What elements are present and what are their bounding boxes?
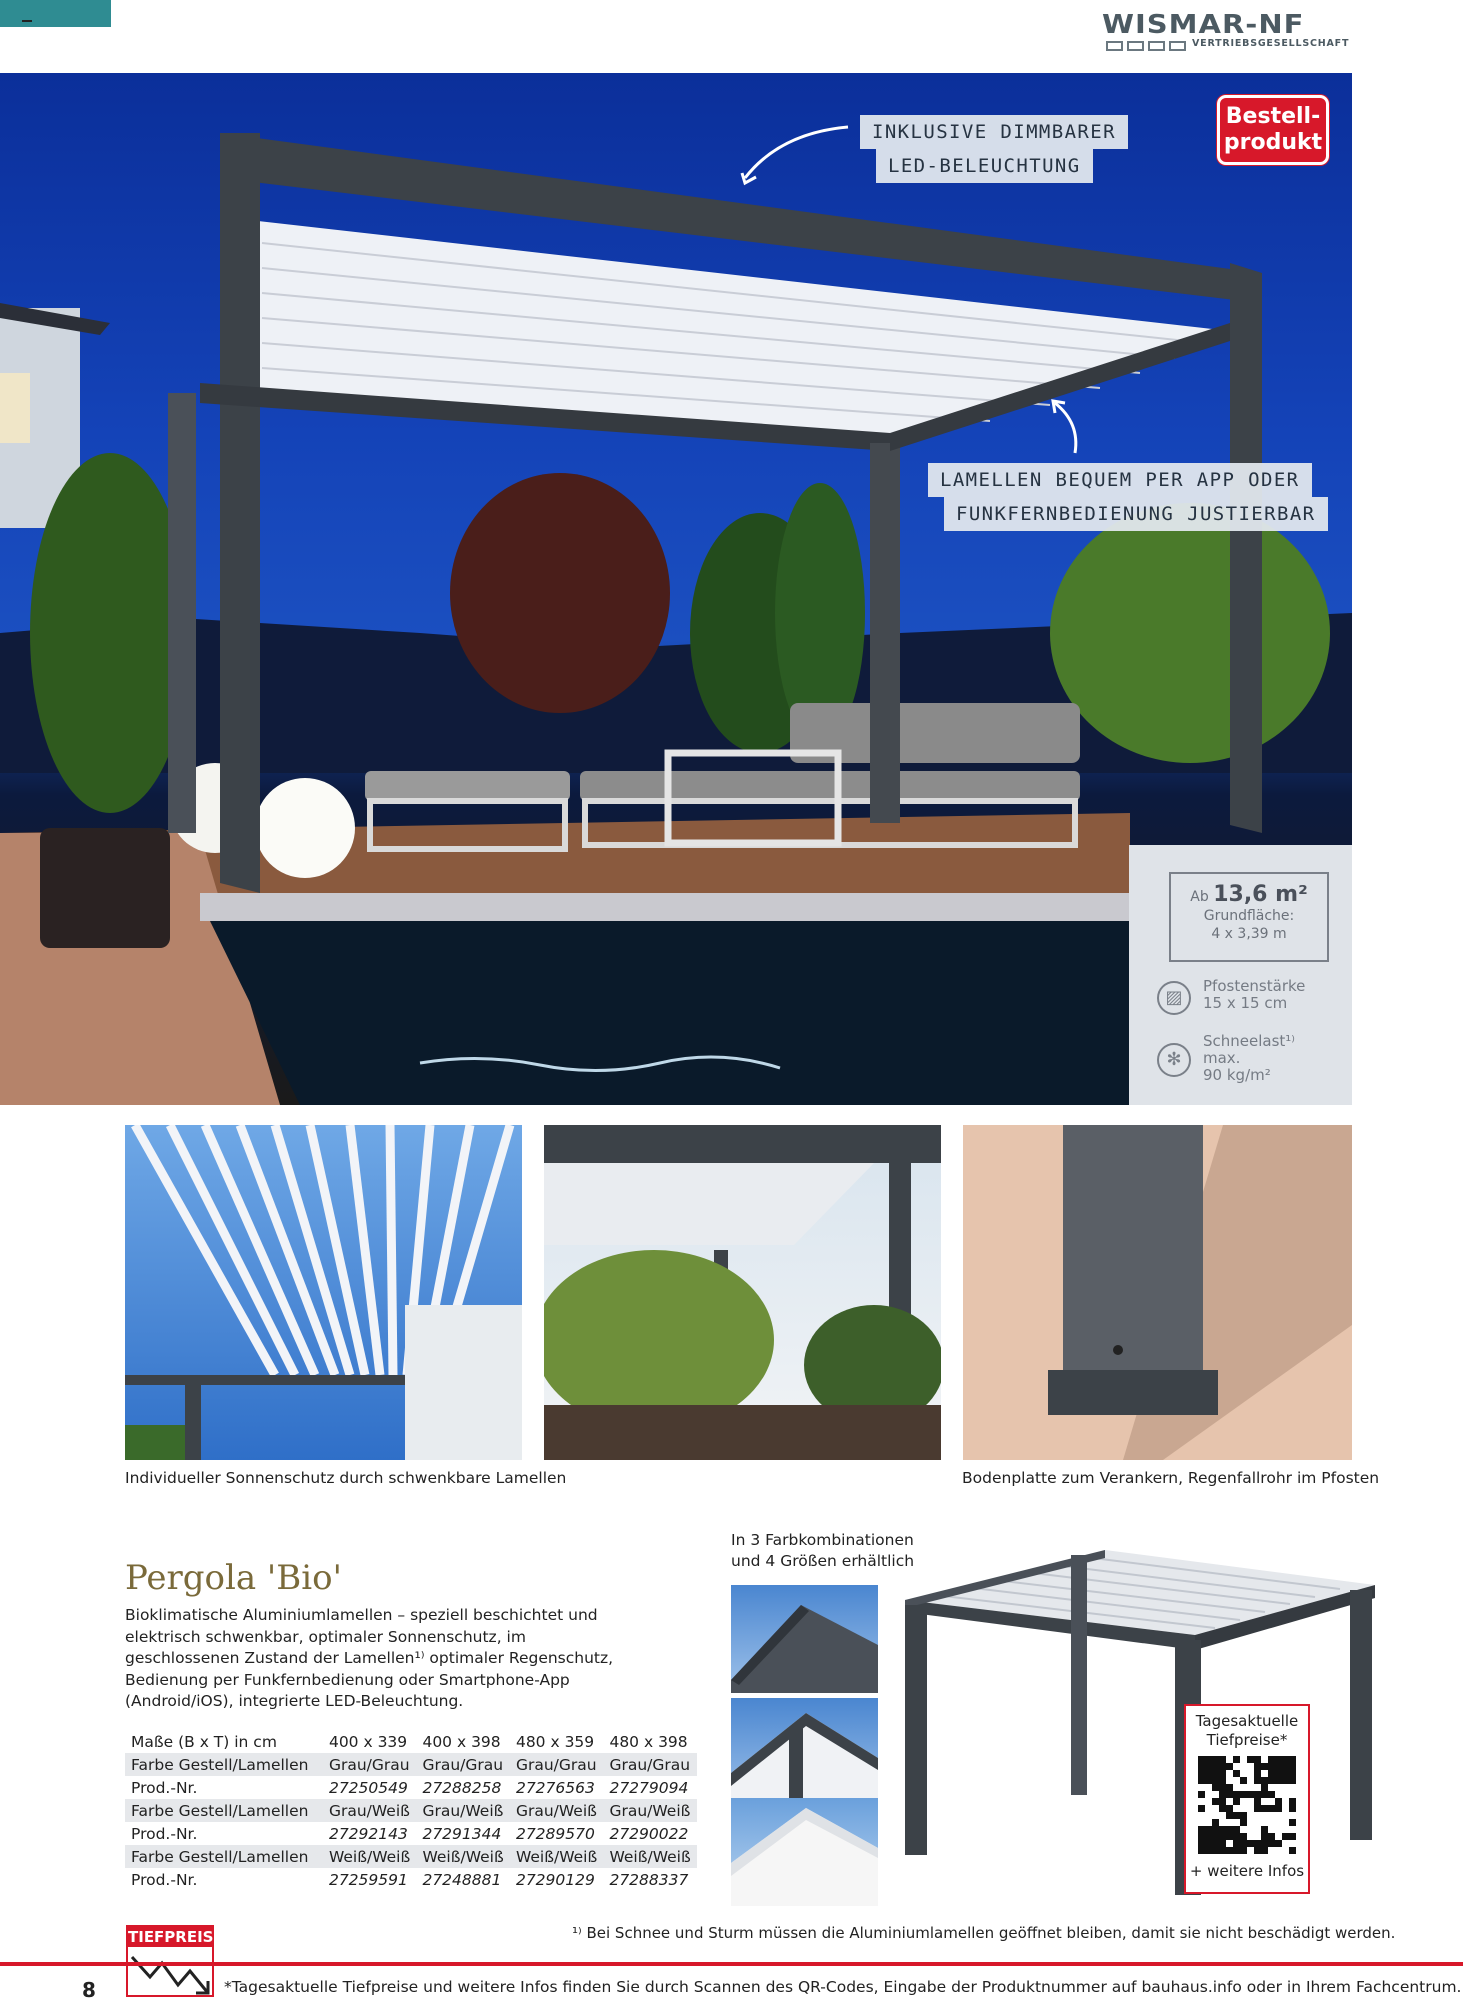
row-label: Farbe Gestell/Lamellen — [125, 1799, 323, 1822]
table-cell: 27290129 — [515, 1870, 595, 1889]
footer-info: *Tagesaktuelle Tiefpreise und weitere Infos finden Sie durch Scannen des QR-Codes, Eingabe der Produktnummer auf bauhaus.info oder in Ihrem Fachcentrum. — [224, 1978, 1462, 1996]
qr-line2: Tiefpreise* — [1206, 1731, 1288, 1749]
tiefpreis-badge — [126, 1925, 214, 1997]
logo-text: WISMAR-NF — [1102, 8, 1305, 40]
table-row — [125, 1822, 697, 1845]
area-box — [1169, 872, 1329, 962]
spec-panel — [1129, 845, 1352, 1105]
table-cell: 27279094 — [609, 1778, 689, 1797]
qr-line1: Tagesaktuelle — [1195, 1712, 1299, 1730]
table-cell: 27288258 — [422, 1778, 502, 1797]
table-cell: 27259591 — [328, 1870, 408, 1889]
callout-led-line1: INKLUSIVE DIMMBARER — [860, 115, 1128, 149]
table-cell: Grau/Weiß — [323, 1799, 417, 1822]
snow-max: max. — [1203, 1049, 1241, 1067]
price-drop-arrow-icon — [128, 1949, 212, 1997]
table-cell: 27290022 — [609, 1824, 689, 1843]
badge-line2: produkt — [1223, 130, 1323, 155]
photo-frame — [544, 1125, 941, 1460]
row-label: Farbe Gestell/Lamellen — [125, 1753, 323, 1776]
table-cell: 27288337 — [609, 1870, 689, 1889]
section-tab — [0, 0, 111, 27]
table-cell: 27292143 — [328, 1824, 408, 1843]
table-cell: 480 x 359 — [515, 1732, 595, 1751]
area-dims: 4 x 3,39 m — [1211, 926, 1287, 942]
table-row — [125, 1730, 697, 1753]
callout-lamellen — [928, 463, 1328, 531]
snow-value: 90 kg/m² — [1203, 1066, 1271, 1084]
qr-more-info: + weitere Infos — [1189, 1862, 1305, 1880]
table-cell: Grau/Weiß — [510, 1799, 604, 1822]
bestellprodukt-badge — [1217, 95, 1329, 165]
menu-marker — [22, 20, 32, 22]
snow-label: Schneelast¹⁾ — [1203, 1032, 1295, 1050]
snowflake-icon: ✻ — [1157, 1043, 1191, 1077]
table-cell: Grau/Weiß — [416, 1799, 510, 1822]
table-cell: 27276563 — [515, 1778, 595, 1797]
row-label: Prod.-Nr. — [131, 1778, 198, 1797]
caption-baseplate: Bodenplatte zum Verankern, Regenfallrohr im Pfosten — [962, 1469, 1380, 1487]
table-cell: Weiß/Weiß — [323, 1845, 417, 1868]
callout-lamellen-line2: FUNKFERNBEDIENUNG JUSTIERBAR — [944, 497, 1328, 531]
table-cell: 400 x 339 — [328, 1732, 408, 1751]
post-value: 15 x 15 cm — [1203, 994, 1288, 1012]
callout-led-line2: LED-BELEUCHTUNG — [876, 149, 1093, 183]
qr-box[interactable] — [1184, 1704, 1310, 1894]
row-label: Prod.-Nr. — [131, 1870, 198, 1889]
color-combos-note — [731, 1530, 914, 1572]
swatch-grey-white — [731, 1698, 878, 1806]
photo-baseplate — [963, 1125, 1352, 1460]
brand-logo — [1102, 8, 1354, 56]
footnote-snow: ¹⁾ Bei Schnee und Sturm müssen die Aluminiumlamellen geöffnet bleiben, damit sie nicht beschädigt werden. — [572, 1924, 1396, 1942]
table-cell: Weiß/Weiß — [416, 1845, 510, 1868]
post-label: Pfostenstärke — [1203, 977, 1306, 995]
combos-line2: und 4 Größen erhältlich — [731, 1552, 915, 1570]
table-cell: Grau/Grau — [323, 1753, 417, 1776]
table-row — [125, 1845, 697, 1868]
area-value: 13,6 m² — [1213, 882, 1308, 907]
tiefpreis-label: TIEFPREIS — [128, 1928, 214, 1946]
photo-lamellen — [125, 1125, 522, 1460]
snow-spec — [1157, 1033, 1295, 1084]
callout-lamellen-line1: LAMELLEN BEQUEM PER APP ODER — [928, 463, 1312, 497]
caption-lamellen: Individueller Sonnenschutz durch schwenkbare Lamellen — [125, 1469, 567, 1487]
swatch-white-white — [731, 1798, 878, 1906]
product-description: Bioklimatische Aluminiumlamellen – speziell beschichtet und elektrisch schwenkbar, optimaler Sonnenschutz, im geschlossenen Zustand der Lamellen¹⁾ optimaler Regenschutz, Bedienung per Funkfernbedienung oder Smartphone-App (Android/iOS), integrierte LED-Beleuchtung. — [125, 1606, 614, 1710]
table-cell: Grau/Grau — [510, 1753, 604, 1776]
area-line — [1171, 882, 1327, 907]
table-cell: Weiß/Weiß — [510, 1845, 604, 1868]
area-prefix: Ab — [1190, 889, 1209, 905]
logo-blocks — [1106, 41, 1186, 51]
table-cell: 480 x 398 — [609, 1732, 688, 1751]
page-number: 8 — [82, 1978, 96, 2000]
table-cell: Grau/Grau — [416, 1753, 510, 1776]
area-label: Grundfläche: — [1203, 908, 1295, 924]
swatch-grey-grey — [731, 1585, 878, 1693]
photo-baseplate-art — [963, 1125, 1352, 1460]
combos-line1: In 3 Farbkombinationen — [731, 1531, 914, 1549]
footer-rule — [0, 1962, 1463, 1966]
post-spec — [1157, 978, 1305, 1012]
logo-subtitle: VERTRIEBSGESELLSCHAFT — [1192, 38, 1350, 49]
product-title: Pergola 'Bio' — [125, 1558, 342, 1598]
callout-led — [860, 115, 1128, 183]
table-cell: Grau/Grau — [603, 1753, 697, 1776]
table-row — [125, 1753, 697, 1776]
table-row — [125, 1776, 697, 1799]
photo-frame-art — [544, 1125, 941, 1460]
table-row — [125, 1799, 697, 1822]
size-table-body — [125, 1730, 697, 1891]
row-label: Prod.-Nr. — [131, 1824, 198, 1843]
table-cell: Grau/Weiß — [603, 1799, 697, 1822]
qr-code[interactable] — [1198, 1756, 1296, 1854]
table-cell: 27289570 — [515, 1824, 595, 1843]
table-cell: 27291344 — [422, 1824, 502, 1843]
photo-lamellen-art — [125, 1125, 522, 1460]
post-hatch-icon: ▨ — [1157, 981, 1191, 1015]
table-cell: 27250549 — [328, 1778, 408, 1797]
size-table — [125, 1730, 697, 1891]
badge-line1: Bestell- — [1225, 104, 1321, 129]
table-cell: 400 x 398 — [422, 1732, 501, 1751]
row-label: Farbe Gestell/Lamellen — [125, 1845, 323, 1868]
table-cell: Weiß/Weiß — [603, 1845, 697, 1868]
table-row — [125, 1868, 697, 1891]
row-label: Maße (B x T) in cm — [131, 1732, 277, 1751]
table-cell: 27248881 — [422, 1870, 502, 1889]
